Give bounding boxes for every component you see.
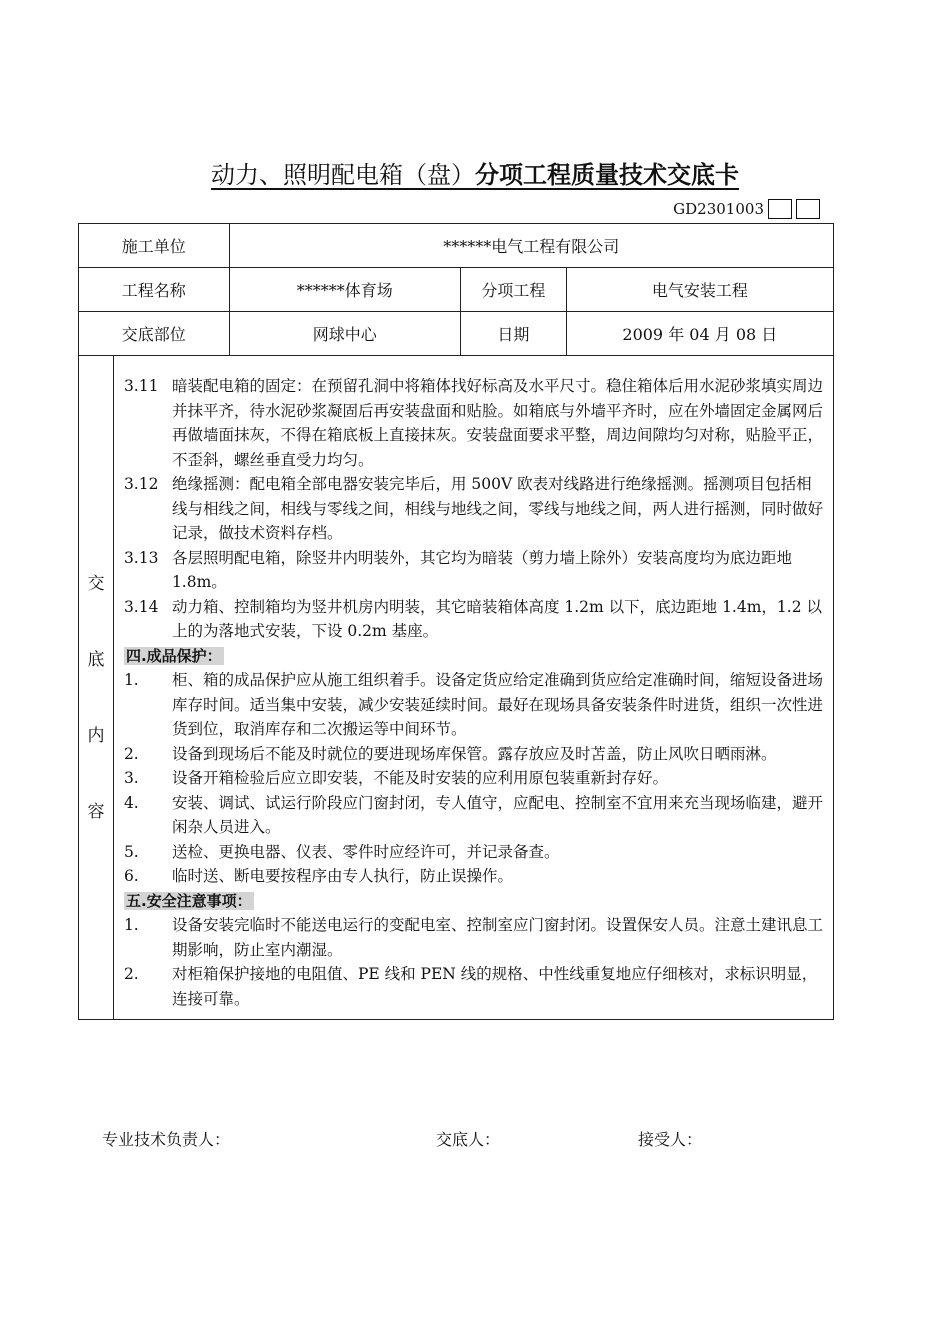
page-title <box>0 155 950 195</box>
item-number: 3. <box>123 769 139 787</box>
item-text: 临时送、断电要按程序由专人执行，防止误操作。 <box>171 867 513 885</box>
date-label: 日期 <box>460 312 566 356</box>
side-char: 内 <box>87 725 105 746</box>
item-number: 6. <box>123 867 139 885</box>
item-text: 设备到现场后不能及时就位的要进现场库保管。露存放应及时苫盖，防止风吹日晒雨淋。 <box>171 744 777 763</box>
list-item <box>124 546 825 595</box>
item-text: 设备开箱检验后应立即安装，不能及时安装的应利用原包装重新封存好。 <box>171 769 668 787</box>
sub-label: 分项工程 <box>460 268 566 312</box>
title-part1: 动力、照明配电箱（盘） <box>211 161 475 189</box>
part-label: 交底部位 <box>79 312 230 356</box>
item-text: 动力箱、控制箱均为竖井机房内明装，其它暗装箱体高度 1.2m 以下，底边距地 1.4m，1.2 以上的为落地式安装，下设 0.2m 基座。 <box>171 597 822 640</box>
row-part <box>79 312 834 356</box>
list-item <box>124 840 825 865</box>
list-item <box>124 864 825 889</box>
section-4-title: 四.成品保护： <box>125 646 222 665</box>
discloser-label: 交底人： <box>436 1130 501 1149</box>
item-number: 4. <box>123 793 139 812</box>
item-number: 1. <box>123 671 139 689</box>
item-text: 安装、调试、试运行阶段应门窗封闭，专人值守，应配电、控制室不宜用来充当现场临建，避开闲杂人员进入。 <box>171 793 823 836</box>
unit-label: 施工单位 <box>79 224 230 268</box>
item-text: 暗装配电箱的固定：在预留孔洞中将箱体找好标高及水平尺寸。稳住箱体后用水泥砂浆填实周边并抹平齐，待水泥砂浆凝固后再安装盘面和贴脸。如箱底与外墙平齐时，应在外墙固定金属网后再做墙面抹灰，不得在箱底板上直接抹灰。安装盘面要求平整，周边间隙均匀对称，贴脸平正，不歪斜，螺丝垂直受力均匀。 <box>171 377 823 469</box>
project-value: ******体育场 <box>229 268 460 312</box>
title-part2: 分项工程质量技术交底卡 <box>475 161 739 189</box>
list-item <box>124 595 825 644</box>
disclosure-table <box>78 223 834 1020</box>
list-item <box>124 962 825 1011</box>
code-text: GD2301003 <box>673 200 764 218</box>
project-label: 工程名称 <box>79 268 230 312</box>
side-char: 底 <box>87 649 105 670</box>
side-char: 交 <box>87 573 105 594</box>
section-heading <box>124 644 825 669</box>
part-value: 网球中心 <box>229 312 460 356</box>
item-number: 3.11 <box>123 377 164 395</box>
content-cell <box>113 356 833 1020</box>
side-label <box>79 356 114 1020</box>
item-text: 送检、更换电器、仪表、零件时应经许可，并记录备查。 <box>171 842 560 861</box>
unit-value: ******电气工程有限公司 <box>229 224 833 268</box>
list-item <box>124 668 825 742</box>
code-box-2 <box>796 199 820 219</box>
list-item <box>124 742 825 767</box>
item-number: 5. <box>123 842 139 861</box>
row-unit <box>79 224 834 268</box>
list-item <box>124 913 825 962</box>
item-text: 各层照明配电箱，除竖井内明装外，其它均为暗装（剪力墙上除外）安装高度均为底边距地 1.8m。 <box>171 548 792 591</box>
section-5-title: 五.安全注意事项： <box>125 891 252 910</box>
item-number: 2. <box>123 744 139 763</box>
item-text: 绝缘摇测：配电箱全部电器安装完毕后，用 500V 欧表对线路进行绝缘摇测。摇测项目包括相线与相线之间，相线与零线之间，相线与地线之间，零线与地线之间，两人进行摇测，同时做好记录，做技术资料存档。 <box>171 475 823 542</box>
list-item <box>124 472 825 546</box>
item-text: 设备安装完临时不能送电运行的变配电室、控制室应门窗封闭。设置保安人员。注意土建讯息工期影响，防止室内潮湿。 <box>171 916 823 959</box>
code-box-1 <box>768 199 792 219</box>
sub-value: 电气安装工程 <box>566 268 833 312</box>
item-number: 3.14 <box>123 597 164 616</box>
item-number: 3.12 <box>123 475 164 493</box>
list-item <box>124 374 825 472</box>
row-project <box>79 268 834 312</box>
section-heading <box>124 889 825 914</box>
document-code <box>673 198 820 220</box>
row-content <box>79 356 834 1020</box>
tech-lead-label: 专业技术负责人： <box>102 1130 231 1149</box>
item-number: 2. <box>123 965 139 983</box>
list-item <box>124 791 825 840</box>
list-item <box>124 766 825 791</box>
item-text: 对柜箱保护接地的电阻值、PE 线和 PEN 线的规格、中性线重复地应仔细核对，求标识明显，连接可靠。 <box>171 965 818 1008</box>
item-number: 3.13 <box>123 548 164 567</box>
item-number: 1. <box>123 916 139 934</box>
item-text: 柜、箱的成品保护应从施工组织着手。设备定货应给定准确到货应给定准确时间，缩短设备进场库存时间。适当集中安装，减少安装延续时间。最好在现场具备安装条件时进货，组织一次性进货到位，取消库存和二次搬运等中间环节。 <box>171 671 823 738</box>
side-char: 容 <box>87 801 105 822</box>
receiver-label: 接受人： <box>638 1130 703 1149</box>
date-value: 2009 年 04 月 08 日 <box>566 312 833 356</box>
